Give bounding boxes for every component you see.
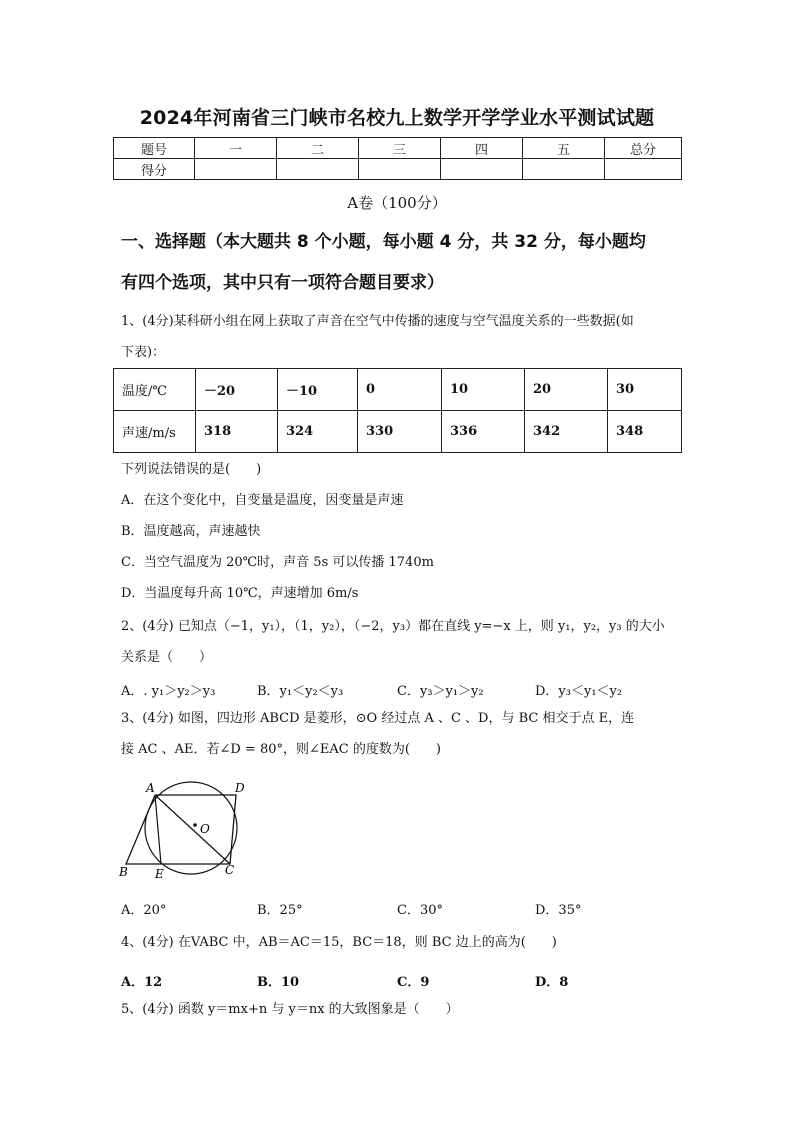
table-cell: －20 [196,369,278,411]
label-a: A [146,781,155,795]
q4-stem: 4、(4分) 在VABC 中，AB＝AC＝15，BC＝18，则 BC 边上的高为( ) [121,935,557,950]
table-row [114,369,682,411]
table-cell: 30 [608,369,682,411]
score-cell: 总分 [605,138,682,159]
score-row-label: 得分 [114,159,195,180]
score-blank [195,159,277,180]
table-cell: 0 [358,369,442,411]
score-table-score-row [114,159,682,180]
q1-option-d: D．当温度每升高 10℃，声速增加 6m/s [121,586,359,601]
q3-stem-cont: 接 AC 、AE．若∠D = 80°，则∠EAC 的度数为( ) [121,742,441,757]
q4-option-a: A．12 [121,975,163,990]
table-cell: 318 [196,411,278,453]
q2-option-c: C．y₃＞y₁＞y₂ [397,684,484,699]
q4-option-b: B．10 [257,975,300,990]
q1-option-b: B．温度越高，声速越快 [121,524,261,539]
table-cell: 330 [358,411,442,453]
q1-question: 下列说法错误的是( ) [121,462,262,477]
part1-heading: 一、选择题（本大题共 8 个小题，每小题 4 分，共 32 分，每小题均 [121,232,646,252]
q3-option-a: A．20° [121,903,167,918]
q4-options [121,971,691,991]
segment-ac [155,795,230,864]
score-table [113,137,682,180]
score-blank [523,159,605,180]
label-d: D [235,781,245,795]
segment-ae [155,795,161,864]
rhombus-circle-figure [113,776,263,886]
table-cell: 324 [278,411,358,453]
score-cell: 题号 [114,138,195,159]
table-cell: 20 [525,369,608,411]
q1-data-table [113,368,682,453]
q3-option-c: C．30° [397,903,443,918]
part1-heading-cont: 有四个选项，其中只有一项符合题目要求） [121,273,444,293]
label-b: B [119,865,128,879]
q4-option-d: D．8 [535,975,569,990]
q3-stem: 3、(4分) 如图，四边形 ABCD 是菱形，⊙O 经过点 A 、C 、D，与 BC 相交于点 E，连 [121,711,635,726]
table-cell: 10 [442,369,525,411]
q2-stem: 2、(4分) 已知点（−1，y₁），（1，y₂），（−2，y₃）都在直线 y=−x 上，则 y₁，y₂，y₃ 的大小 [121,619,665,634]
q1-stem-cont: 下表)： [121,345,166,360]
q5-stem: 5、(4分) 函数 y＝mx+n 与 y＝nx 的大致图象是（ ） [121,1002,459,1017]
q2-option-d: D．y₃＜y₁＜y₂ [535,684,623,699]
score-blank [277,159,359,180]
score-cell: 五 [523,138,605,159]
exam-title: 2024年河南省三门峡市名校九上数学开学学业水平测试试题 [139,107,655,129]
table-cell: 温度/℃ [114,369,196,411]
score-cell: 三 [359,138,441,159]
score-cell: 二 [277,138,359,159]
score-table-header-row [114,138,682,159]
score-blank [359,159,441,180]
table-cell: 342 [525,411,608,453]
score-blank [605,159,682,180]
center-o [193,823,197,827]
q4-option-c: C．9 [397,975,430,990]
label-e: E [155,867,164,881]
score-cell: 一 [195,138,277,159]
q1-stem: 1、(4分)某科研小组在网上获取了声音在空气中传播的速度与空气温度关系的一些数据(如 [121,314,634,329]
q1-option-a: A．在这个变化中，自变量是温度，因变量是声速 [121,493,404,508]
label-o: O [200,822,210,836]
table-cell: 336 [442,411,525,453]
q1-option-c: C．当空气温度为 20℃时，声音 5s 可以传播 1740m [121,555,434,570]
q3-option-d: D．35° [535,903,582,918]
q2-options [121,680,691,700]
score-blank [441,159,523,180]
q3-options [121,899,691,919]
table-cell: －10 [278,369,358,411]
table-cell: 348 [608,411,682,453]
q2-option-b: B．y₁＜y₂＜y₃ [257,684,344,699]
q2-option-a: A．. y₁＞y₂＞y₃ [121,684,216,699]
table-cell: 声速/m/s [114,411,196,453]
section-a-title: A卷（100分） [347,194,447,212]
label-c: C [225,863,235,877]
score-cell: 四 [441,138,523,159]
q3-option-b: B．25° [257,903,303,918]
table-row [114,411,682,453]
q2-stem-cont: 关系是（ ） [121,650,213,665]
